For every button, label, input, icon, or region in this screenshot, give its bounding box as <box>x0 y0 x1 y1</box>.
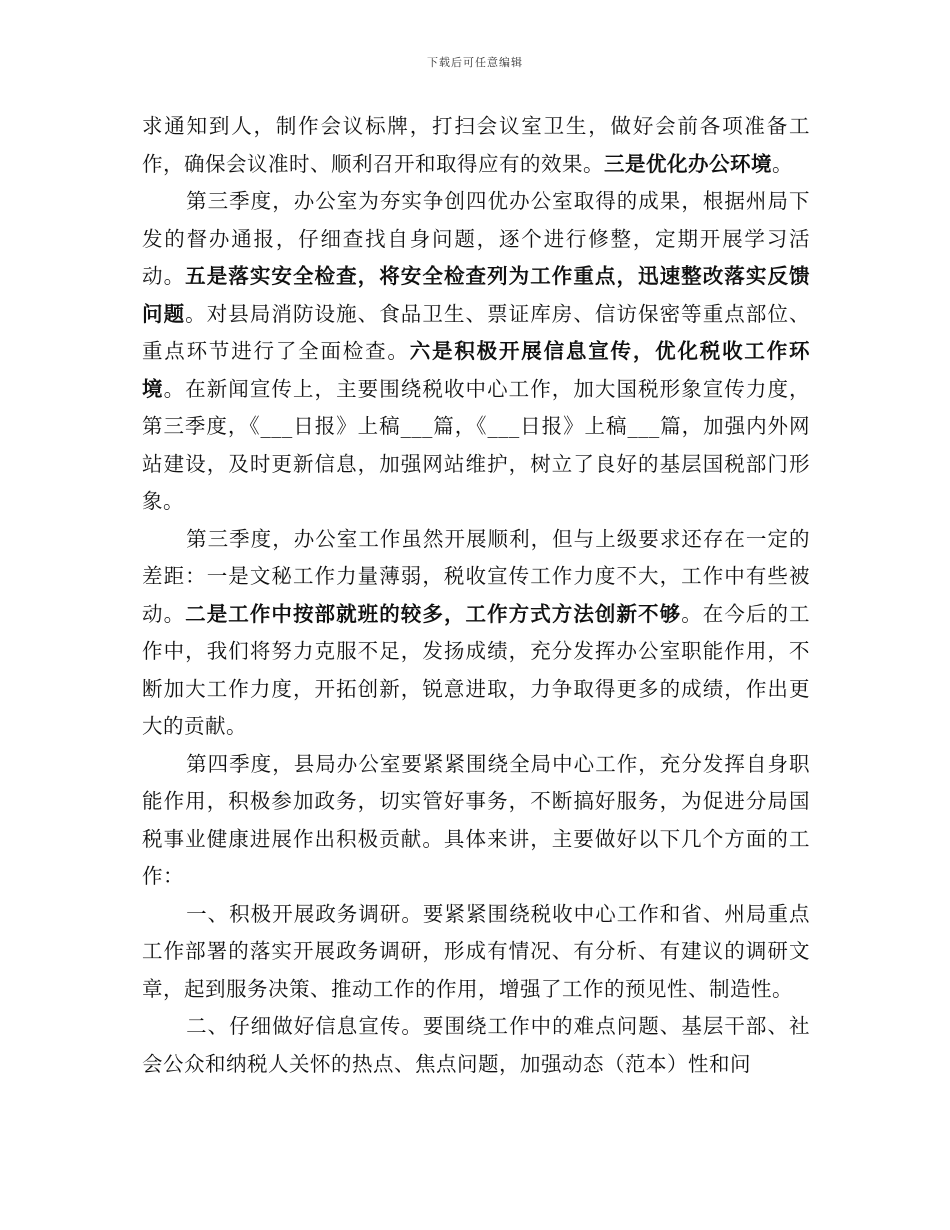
paragraph <box>142 746 810 896</box>
text-segment: 第三季度，办公室为夯实争创四优办公室取得的成果，根据州局下发的督办通报，仔细查找自身问题，逐个进行修整，定期开展学习活动。 <box>142 189 810 288</box>
bold-text-segment: 五是落实安全检查，将安全检查列为工作重点，迅速整改落实反馈问题 <box>142 264 811 326</box>
text-segment: 求通知到人，制作会议标牌，打扫会议室卫生，做好会前各项准备工作，确保会议准时、顺利召开和取得应有的效果。 <box>142 114 810 176</box>
text-segment: 第四季度，县局办公室要紧紧围绕全局中心工作，充分发挥自身职能作用，积极参加政务，切实管好事务，不断搞好服务，为促进分局国税事业健康进展作出积极贡献。具体来讲，主要做好以下几个方面的工作： <box>142 751 810 888</box>
bold-text-segment: 二是工作中按部就班的较多，工作方式方法创新不够 <box>185 601 682 626</box>
document-body <box>142 108 810 1083</box>
paragraph <box>142 896 810 1009</box>
paragraph <box>142 108 810 183</box>
text-segment: 。在今后的工作中，我们将努力克服不足，发扬成绩，充分发挥办公室职能作用，不断加大工作力度，开拓创新，锐意进取，力争取得更多的成绩，作出更大的贡献。 <box>142 601 811 738</box>
page-header: 下载后可任意编辑 <box>427 56 523 69</box>
text-segment: 。 <box>772 151 793 176</box>
text-segment: 一、积极开展政务调研。要紧紧围绕税收中心工作和省、州局重点工作部署的落实开展政务调研，形成有情况、有分析、有建议的调研文章，起到服务决策、推动工作的作用，增强了工作的预见性、制造性。 <box>142 901 810 1001</box>
text-segment: 。对县局消防设施、食品卫生、票证库房、信访保密等重点部位、重点环节进行了全面检查。 <box>142 301 811 363</box>
bold-text-segment: 三是优化办公环境 <box>604 151 772 176</box>
paragraph <box>142 1008 810 1083</box>
text-segment: 。在新闻宣传上，主要围绕税收中心工作，加大国税形象宣传力度，第三季度，《___日报》上稿___篇，《___日报》上稿___篇，加强内外网站建设，及时更新信息，加强网站维护，树立了良好的基层国税部门形象。 <box>142 376 811 513</box>
text-segment: 第三季度，办公室工作虽然开展顺利，但与上级要求还存在一定的差距：一是文秘工作力量薄弱，税收宣传工作力度不大，工作中有些被动。 <box>142 526 810 626</box>
paragraph <box>142 183 810 521</box>
bold-text-segment: 六是积极开展信息宣传，优化税收工作环境 <box>142 339 811 401</box>
text-segment: 二、仔细做好信息宣传。要围绕工作中的难点问题、基层干部、社会公众和纳税人关怀的热点、焦点问题，加强动态（范本）性和问 <box>142 1014 810 1076</box>
paragraph <box>142 521 810 746</box>
